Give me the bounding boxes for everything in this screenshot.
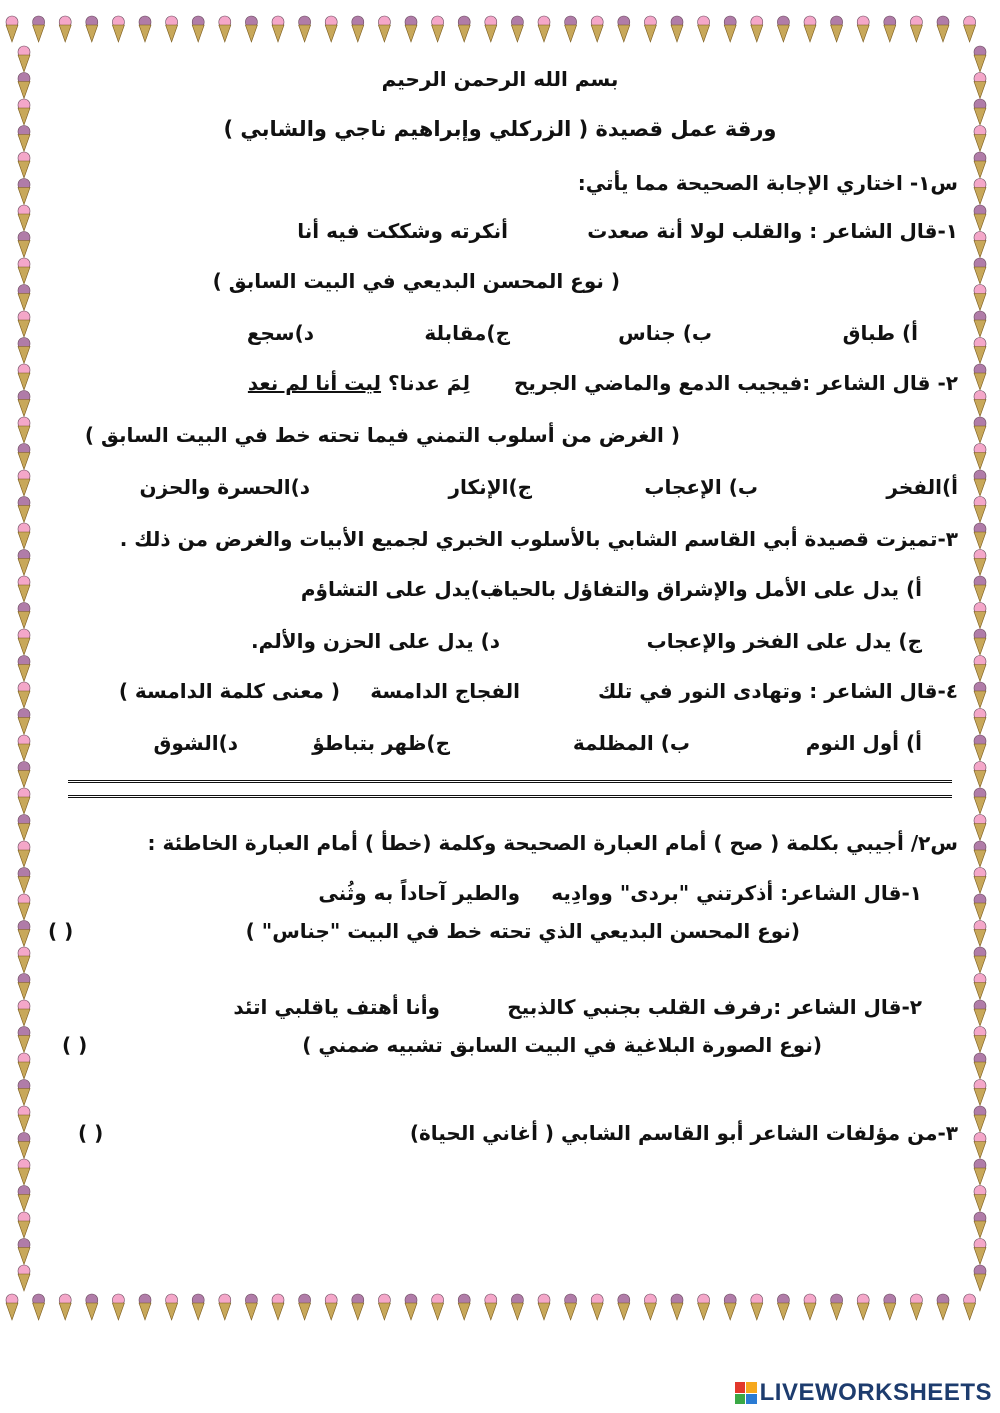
section1-heading: س١- اختاري الإجابة الصحيحة مما يأتي: xyxy=(577,171,958,195)
section-divider xyxy=(68,780,952,798)
ice-cream-cone-icon xyxy=(974,1027,986,1053)
ice-cream-cone-icon xyxy=(857,16,869,42)
ice-cream-cone-icon xyxy=(18,841,30,867)
ice-cream-cone-icon xyxy=(139,16,151,42)
ice-cream-cone-icon xyxy=(974,1133,986,1159)
q2-option-a[interactable]: أ)الفخر xyxy=(886,475,958,499)
ice-cream-cone-icon xyxy=(974,603,986,629)
ice-cream-cone-icon xyxy=(18,470,30,496)
q2-verse-first: ٢- قال الشاعر :فيجيب الدمع والماضي الجريح xyxy=(514,371,958,395)
q4-option-b[interactable]: ب) المظلمة xyxy=(572,731,690,755)
ice-cream-cone-icon xyxy=(18,258,30,284)
q4-option-c[interactable]: ج)ظهر بتباطؤ xyxy=(312,731,450,755)
ice-cream-cone-icon xyxy=(166,1294,178,1320)
ice-cream-cone-icon xyxy=(405,16,417,42)
ice-cream-cone-icon xyxy=(974,868,986,894)
ice-cream-cone-icon xyxy=(591,1294,603,1320)
ice-cream-cone-icon xyxy=(884,16,896,42)
ice-cream-cone-icon xyxy=(59,1294,71,1320)
ice-cream-cone-icon xyxy=(974,629,986,655)
ice-cream-cone-icon xyxy=(432,1294,444,1320)
s2-q1-verse-second: والطير آحاداً به وثُنى xyxy=(318,881,520,905)
q3-option-a[interactable]: أ) يدل على الأمل والإشراق والتفاؤل بالحياة xyxy=(491,577,922,601)
s2-q1-verse-first: ١-قال الشاعر: أذكرتني "بردى" ووادِيه xyxy=(551,881,922,905)
ice-cream-cone-icon xyxy=(974,788,986,814)
ice-cream-cone-icon xyxy=(18,1265,30,1291)
ice-cream-cone-icon xyxy=(192,1294,204,1320)
right-border-icons xyxy=(960,0,1000,1340)
ice-cream-cone-icon xyxy=(219,16,231,42)
ice-cream-cone-icon xyxy=(432,16,444,42)
ice-cream-cone-icon xyxy=(18,523,30,549)
ice-cream-cone-icon xyxy=(974,497,986,523)
ice-cream-cone-icon xyxy=(974,947,986,973)
ice-cream-cone-icon xyxy=(751,1294,763,1320)
ice-cream-cone-icon xyxy=(974,285,986,311)
ice-cream-cone-icon xyxy=(618,16,630,42)
ice-cream-cone-icon xyxy=(18,497,30,523)
ice-cream-cone-icon xyxy=(18,338,30,364)
ice-cream-cone-icon xyxy=(831,1294,843,1320)
ice-cream-cone-icon xyxy=(974,179,986,205)
ice-cream-cone-icon xyxy=(272,16,284,42)
ice-cream-cone-icon xyxy=(804,1294,816,1320)
ice-cream-cone-icon xyxy=(974,841,986,867)
ice-cream-cone-icon xyxy=(166,16,178,42)
ice-cream-cone-icon xyxy=(18,391,30,417)
ice-cream-cone-icon xyxy=(18,1080,30,1106)
ice-cream-cone-icon xyxy=(511,1294,523,1320)
ice-cream-cone-icon xyxy=(18,179,30,205)
ice-cream-cone-icon xyxy=(937,16,949,42)
ice-cream-cone-icon xyxy=(325,16,337,42)
ice-cream-cone-icon xyxy=(974,205,986,231)
ice-cream-cone-icon xyxy=(18,550,30,576)
ice-cream-cone-icon xyxy=(18,1159,30,1185)
ice-cream-cone-icon xyxy=(18,868,30,894)
ice-cream-cone-icon xyxy=(219,1294,231,1320)
s2-q2-statement: (نوع الصورة البلاغية في البيت السابق تشبيه ضمني ) xyxy=(302,1033,822,1057)
q3-option-b[interactable]: ب)يدل على التشاؤم xyxy=(300,577,500,601)
ice-cream-cone-icon xyxy=(18,947,30,973)
ice-cream-cone-icon xyxy=(974,735,986,761)
ice-cream-cone-icon xyxy=(974,258,986,284)
ice-cream-cone-icon xyxy=(974,1159,986,1185)
ice-cream-cone-icon xyxy=(910,1294,922,1320)
ice-cream-cone-icon xyxy=(974,921,986,947)
ice-cream-cone-icon xyxy=(884,1294,896,1320)
q4-option-d[interactable]: د)الشوق xyxy=(153,731,238,755)
s2-q3-statement: ٣-من مؤلفات الشاعر أبو القاسم الشابي ( أغاني الحياة) xyxy=(409,1121,958,1145)
ice-cream-cone-icon xyxy=(974,894,986,920)
ice-cream-cone-icon xyxy=(565,1294,577,1320)
s2-q1-statement: (نوع المحسن البديعي الذي تحته خط في البيت "جناس" ) xyxy=(245,919,800,943)
worksheet-title: ورقة عمل قصيدة ( الزركلي وإبراهيم ناجي والشابي ) xyxy=(223,117,777,141)
ice-cream-cone-icon xyxy=(18,1000,30,1026)
ice-cream-cone-icon xyxy=(937,1294,949,1320)
ice-cream-cone-icon xyxy=(192,16,204,42)
liveworksheets-logo xyxy=(735,1378,992,1408)
ice-cream-cone-icon xyxy=(458,16,470,42)
q3-option-d[interactable]: د) يدل على الحزن والألم. xyxy=(251,629,500,653)
ice-cream-cone-icon xyxy=(18,1053,30,1079)
ice-cream-cone-icon xyxy=(18,444,30,470)
q2-verse-second xyxy=(248,370,470,396)
ice-cream-cone-icon xyxy=(974,417,986,443)
ice-cream-cone-icon xyxy=(18,974,30,1000)
ice-cream-cone-icon xyxy=(974,364,986,390)
ice-cream-cone-icon xyxy=(974,523,986,549)
ice-cream-cone-icon xyxy=(272,1294,284,1320)
ice-cream-cone-icon xyxy=(18,788,30,814)
ice-cream-cone-icon xyxy=(974,550,986,576)
ice-cream-cone-icon xyxy=(538,1294,550,1320)
bottom-border-icons xyxy=(0,1290,1000,1330)
ice-cream-cone-icon xyxy=(485,16,497,42)
q1-option-b[interactable]: ب) جناس xyxy=(618,321,712,345)
ice-cream-cone-icon xyxy=(18,1239,30,1265)
ice-cream-cone-icon xyxy=(299,1294,311,1320)
basmala: بسم الله الرحمن الرحيم xyxy=(381,67,619,91)
q1-option-a[interactable]: أ) طباق xyxy=(842,321,918,345)
s2-q2-verse-second: وأنا أهتف ياقلبي اتئد xyxy=(233,995,440,1019)
q1-prompt: ( نوع المحسن البديعي في البيت السابق ) xyxy=(212,269,620,293)
liveworksheets-brand: LIVEWORKSHEETS xyxy=(759,1379,992,1406)
ice-cream-cone-icon xyxy=(671,1294,683,1320)
ice-cream-cone-icon xyxy=(352,16,364,42)
ice-cream-cone-icon xyxy=(974,338,986,364)
ice-cream-cone-icon xyxy=(18,152,30,178)
ice-cream-cone-icon xyxy=(974,974,986,1000)
ice-cream-cone-icon xyxy=(751,16,763,42)
section2-heading: س٢/ أجيبي بكلمة ( صح ) أمام العبارة الصحيحة وكلمة (خطأ ) أمام العبارة الخاطئة : xyxy=(147,831,958,855)
ice-cream-cone-icon xyxy=(325,1294,337,1320)
ice-cream-cone-icon xyxy=(974,1239,986,1265)
ice-cream-cone-icon xyxy=(974,1053,986,1079)
ice-cream-cone-icon xyxy=(18,311,30,337)
left-border-icons xyxy=(4,0,44,1340)
ice-cream-cone-icon xyxy=(18,709,30,735)
q2-verse-second-plain: لِمَ عدنا؟ xyxy=(388,371,470,395)
ice-cream-cone-icon xyxy=(974,311,986,337)
ice-cream-cone-icon xyxy=(18,603,30,629)
q2-option-c[interactable]: ج)الإنكار xyxy=(448,475,532,499)
ice-cream-cone-icon xyxy=(18,682,30,708)
ice-cream-cone-icon xyxy=(458,1294,470,1320)
ice-cream-cone-icon xyxy=(18,364,30,390)
q1-option-d[interactable]: د)سجع xyxy=(246,321,314,345)
ice-cream-cone-icon xyxy=(974,152,986,178)
ice-cream-cone-icon xyxy=(18,1186,30,1212)
q4-verse-second: الفجاج الدامسة xyxy=(370,679,520,703)
ice-cream-cone-icon xyxy=(378,1294,390,1320)
ice-cream-cone-icon xyxy=(974,576,986,602)
ice-cream-cone-icon xyxy=(974,1186,986,1212)
ice-cream-cone-icon xyxy=(974,1265,986,1291)
q2-verse-underlined: ليت أنا لم نعد xyxy=(247,371,382,395)
q3-option-c[interactable]: ج) يدل على الفخر والإعجاب xyxy=(646,629,922,653)
ice-cream-cone-icon xyxy=(974,1212,986,1238)
ice-cream-cone-icon xyxy=(18,1133,30,1159)
ice-cream-cone-icon xyxy=(378,16,390,42)
ice-cream-cone-icon xyxy=(18,232,30,258)
ice-cream-cone-icon xyxy=(112,16,124,42)
ice-cream-cone-icon xyxy=(591,16,603,42)
ice-cream-cone-icon xyxy=(18,921,30,947)
ice-cream-cone-icon xyxy=(511,16,523,42)
ice-cream-cone-icon xyxy=(18,656,30,682)
ice-cream-cone-icon xyxy=(910,16,922,42)
ice-cream-cone-icon xyxy=(724,16,736,42)
ice-cream-cone-icon xyxy=(777,1294,789,1320)
ice-cream-cone-icon xyxy=(671,16,683,42)
ice-cream-cone-icon xyxy=(974,470,986,496)
ice-cream-cone-icon xyxy=(112,1294,124,1320)
s2-q1-answer-slot[interactable]: ( ) xyxy=(48,919,74,943)
ice-cream-cone-icon xyxy=(644,1294,656,1320)
q1-option-c[interactable]: ج)مقابلة xyxy=(424,321,510,345)
ice-cream-cone-icon xyxy=(352,1294,364,1320)
ice-cream-cone-icon xyxy=(18,285,30,311)
ice-cream-cone-icon xyxy=(485,1294,497,1320)
ice-cream-cone-icon xyxy=(86,16,98,42)
ice-cream-cone-icon xyxy=(974,1080,986,1106)
q2-option-d[interactable]: د)الحسرة والحزن xyxy=(139,475,310,499)
ice-cream-cone-icon xyxy=(18,815,30,841)
ice-cream-cone-icon xyxy=(974,682,986,708)
ice-cream-cone-icon xyxy=(86,1294,98,1320)
ice-cream-cone-icon xyxy=(777,16,789,42)
ice-cream-cone-icon xyxy=(724,1294,736,1320)
ice-cream-cone-icon xyxy=(698,16,710,42)
s2-q2-answer-slot[interactable]: ( ) xyxy=(62,1033,88,1057)
ice-cream-cone-icon xyxy=(245,16,257,42)
ice-cream-cone-icon xyxy=(59,16,71,42)
top-border-icons xyxy=(0,12,1000,52)
ice-cream-cone-icon xyxy=(18,1027,30,1053)
ice-cream-cone-icon xyxy=(974,391,986,417)
s2-q2-verse-first: ٢-قال الشاعر :رفرف القلب بجنبي كالذبيح xyxy=(507,995,922,1019)
ice-cream-cone-icon xyxy=(18,1212,30,1238)
q4-option-a[interactable]: أ) أول النوم xyxy=(805,731,922,755)
ice-cream-cone-icon xyxy=(974,709,986,735)
ice-cream-cone-icon xyxy=(18,762,30,788)
ice-cream-cone-icon xyxy=(618,1294,630,1320)
ice-cream-cone-icon xyxy=(831,16,843,42)
ice-cream-cone-icon xyxy=(644,16,656,42)
ice-cream-cone-icon xyxy=(405,1294,417,1320)
q4-verse-first: ٤-قال الشاعر : وتهادى النور في تلك xyxy=(597,679,958,703)
q2-option-b[interactable]: ب) الإعجاب xyxy=(644,475,758,499)
ice-cream-cone-icon xyxy=(974,815,986,841)
ice-cream-cone-icon xyxy=(974,444,986,470)
ice-cream-cone-icon xyxy=(857,1294,869,1320)
ice-cream-cone-icon xyxy=(974,762,986,788)
q4-prompt: ( معنى كلمة الدامسة ) xyxy=(118,679,340,703)
ice-cream-cone-icon xyxy=(18,417,30,443)
ice-cream-cone-icon xyxy=(804,16,816,42)
ice-cream-cone-icon xyxy=(565,16,577,42)
liveworksheets-logo-icon xyxy=(735,1382,757,1404)
q1-verse-second: أنكرته وشككت فيه أنا xyxy=(297,219,508,243)
ice-cream-cone-icon xyxy=(974,232,986,258)
ice-cream-cone-icon xyxy=(974,1106,986,1132)
ice-cream-cone-icon xyxy=(18,735,30,761)
ice-cream-cone-icon xyxy=(18,576,30,602)
ice-cream-cone-icon xyxy=(18,205,30,231)
ice-cream-cone-icon xyxy=(139,1294,151,1320)
ice-cream-cone-icon xyxy=(245,1294,257,1320)
ice-cream-cone-icon xyxy=(299,16,311,42)
ice-cream-cone-icon xyxy=(974,656,986,682)
ice-cream-cone-icon xyxy=(18,1106,30,1132)
ice-cream-cone-icon xyxy=(18,629,30,655)
q2-prompt: ( الغرض من أسلوب التمني فيما تحته خط في البيت السابق ) xyxy=(84,423,680,447)
ice-cream-cone-icon xyxy=(538,16,550,42)
q1-verse-first: ١-قال الشاعر : والقلب لولا أنة صعدت xyxy=(587,219,958,243)
s2-q3-answer-slot[interactable]: ( ) xyxy=(78,1121,104,1145)
q3-text: ٣-تميزت قصيدة أبي القاسم الشابي بالأسلوب الخبري لجميع الأبيات والغرض من ذلك . xyxy=(119,527,958,551)
ice-cream-cone-icon xyxy=(18,894,30,920)
ice-cream-cone-icon xyxy=(974,1000,986,1026)
ice-cream-cone-icon xyxy=(698,1294,710,1320)
